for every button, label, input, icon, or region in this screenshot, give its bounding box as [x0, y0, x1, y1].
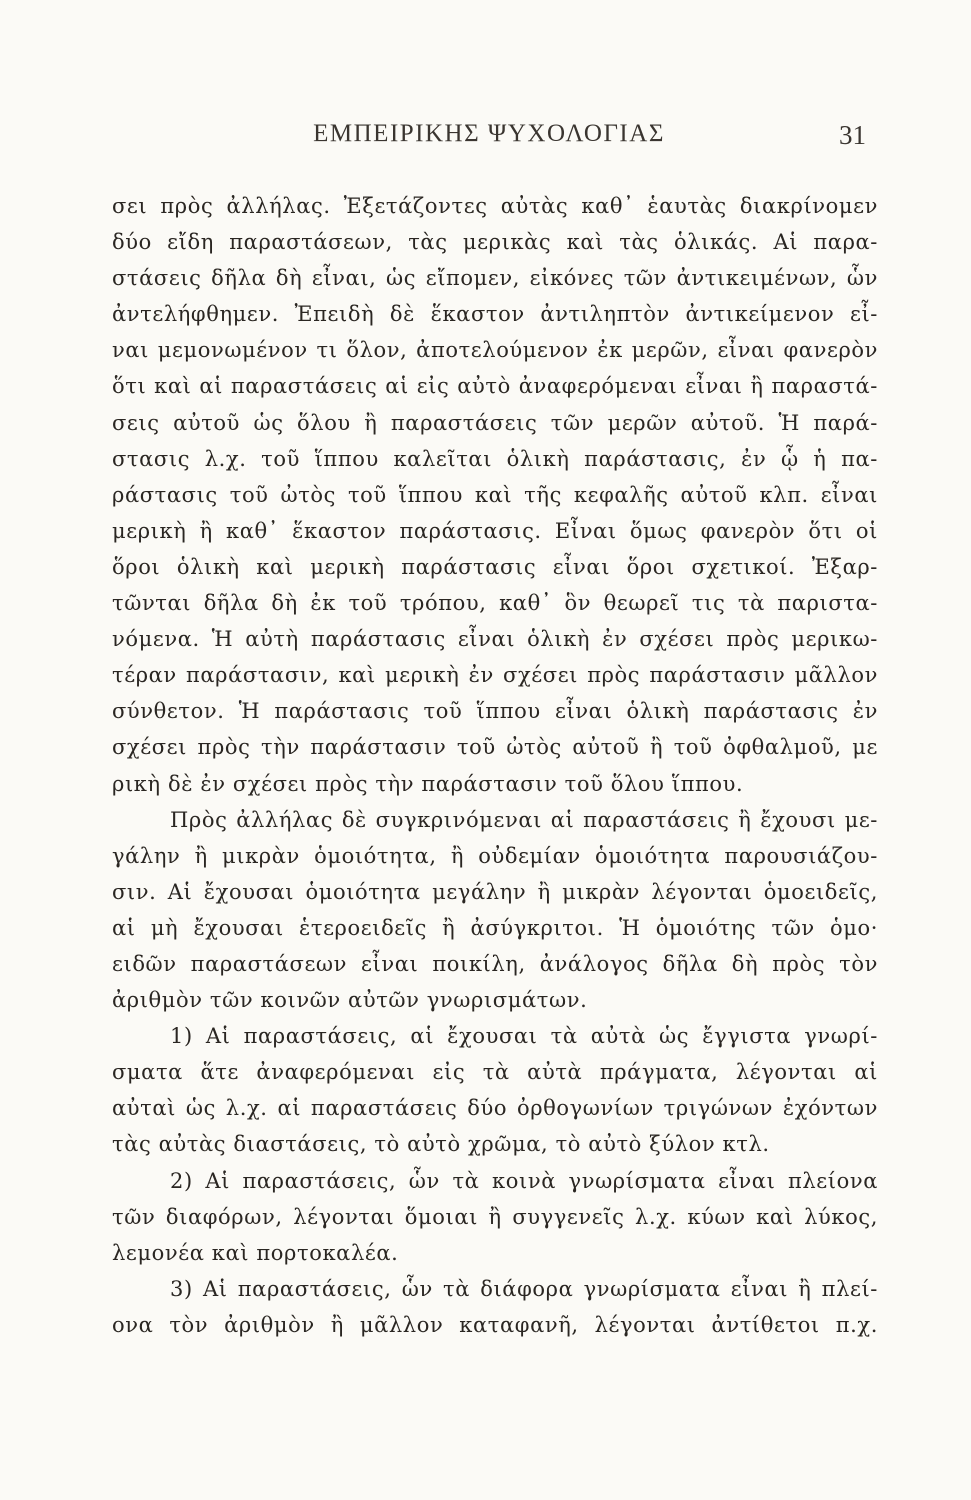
text-line: ρικὴ δὲ ἐν σχέσει πρὸς τὴν παράστασιν τοῦ ὅλου ἵππου. — [112, 771, 744, 796]
text-line: τὰς αὐτὰς διαστάσεις, τὸ αὐτὸ χρῶμα, τὸ αὐτὸ ξύλον κτλ. — [112, 1132, 770, 1157]
text-line: ναι μεμονωμένον τι ὅλον, ἀποτελούμενον ἐκ μερῶν, εἶναι φανερὸν — [112, 338, 878, 363]
text-line: γάλην ἢ μικρὰν ὁμοιότητα, ἢ οὐδεμίαν ὁμοιότητα παρουσιάζου- — [112, 843, 878, 868]
text-line: σύνθετον. Ἡ παράστασις τοῦ ἵππου εἶναι ὁλικὴ παράστασις ἐν — [112, 699, 878, 724]
text-line: στασις λ.χ. τοῦ ἵππου καλεῖται ὁλικὴ παράστασις, ἐν ᾧ ἡ πα- — [112, 446, 878, 471]
text-line: ονα τὸν ἀριθμὸν ἢ μᾶλλον καταφανῆ, λέγονται ἀντίθετοι π.χ. — [112, 1312, 878, 1337]
page-number: 31 — [839, 120, 866, 150]
text-line: τῶνται δῆλα δὴ ἐκ τοῦ τρόπου, καθ᾿ ὃν θεωρεῖ τις τὰ παριστα- — [112, 591, 878, 616]
text-line: αὐταὶ ὡς λ.χ. αἱ παραστάσεις δύο ὀρθογωνίων τριγώνων ἐχόντων — [112, 1096, 878, 1121]
text-line: σει πρὸς ἀλλήλας. Ἐξετάζοντες αὐτὰς καθ᾿ ἑαυτὰς διακρίνομεν — [112, 194, 878, 218]
text-line: αἱ μὴ ἔχουσαι ἑτεροειδεῖς ἢ ἀσύγκριτοι. Ἡ ὁμοιότης τῶν ὁμο· — [112, 915, 878, 940]
text-line: ὅτι καὶ αἱ παραστάσεις αἱ εἰς αὐτὸ ἀναφερόμεναι εἶναι ἢ παραστά- — [112, 374, 878, 399]
text-line: λεμονέα καὶ πορτοκαλέα. — [112, 1240, 399, 1265]
text-line: μερικὴ ἢ καθ᾿ ἕκαστον παράστασις. Εἶναι ὅμως φανερὸν ὅτι οἱ — [112, 518, 878, 543]
text-line: Πρὸς ἀλλήλας δὲ συγκρινόμεναι αἱ παραστάσεις ἢ ἔχουσι με- — [170, 807, 878, 832]
text-line: τέραν παράστασιν, καὶ μερικὴ ἐν σχέσει πρὸς παράστασιν μᾶλλον — [112, 663, 878, 688]
text-line: ἀντελήφθημεν. Ἐπειδὴ δὲ ἕκαστον ἀντιληπτὸν ἀντικείμενον εἶ- — [112, 302, 878, 327]
text-line: στάσεις δῆλα δὴ εἶναι, ὡς εἴπομεν, εἰκόνες τῶν ἀντικειμένων, ὧν — [112, 266, 878, 291]
running-head-title: ΕΜΠΕΙΡΙΚΗΣ ΨΥΧΟΛΟΓΙΑΣ — [313, 120, 665, 147]
text-line: σιν. Αἱ ἔχουσαι ὁμοιότητα μεγάλην ἢ μικρὰν λέγονται ὁμοειδεῖς, — [112, 879, 878, 904]
text-line: δύο εἴδη παραστάσεων, τὰς μερικὰς καὶ τὰς ὁλικάς. Αἱ παρα- — [112, 230, 878, 255]
text-line: τῶν διαφόρων, λέγονται ὅμοιαι ἢ συγγενεῖς λ.χ. κύων καὶ λύκος, — [112, 1204, 878, 1229]
text-line: 1) Αἱ παραστάσεις, αἱ ἔχουσαι τὰ αὐτὰ ὡς ἔγγιστα γνωρί- — [170, 1024, 878, 1049]
text-line: ὅροι ὁλικὴ καὶ μερικὴ παράστασις εἶναι ὅροι σχετικοί. Ἐξαρ- — [112, 554, 878, 579]
text-line: νόμενα. Ἡ αὐτὴ παράστασις εἶναι ὁλικὴ ἐν σχέσει πρὸς μερικω- — [112, 627, 878, 652]
body-text — [112, 188, 878, 1343]
text-line: 2) Αἱ παραστάσεις, ὧν τὰ κοινὰ γνωρίσματα εἶναι πλείονα — [170, 1168, 878, 1193]
text-line: ράστασις τοῦ ὠτὸς τοῦ ἵππου καὶ τῆς κεφαλῆς αὐτοῦ κλπ. εἶναι — [112, 482, 878, 507]
text-line: σεις αὐτοῦ ὡς ὅλου ἢ παραστάσεις τῶν μερῶν αὐτοῦ. Ἡ παρά- — [112, 410, 878, 435]
text-line: ειδῶν παραστάσεων εἶναι ποικίλη, ἀνάλογος δῆλα δὴ πρὸς τὸν — [112, 951, 878, 976]
text-line: σματα ἅτε ἀναφερόμεναι εἰς τὰ αὐτὰ πράγματα, λέγονται αἱ — [112, 1060, 878, 1085]
text-line: σχέσει πρὸς τὴν παράστασιν τοῦ ὠτὸς αὐτοῦ ἢ τοῦ ὀφθαλμοῦ, με — [112, 735, 878, 760]
text-line: ἀριθμὸν τῶν κοινῶν αὐτῶν γνωρισμάτων. — [112, 988, 588, 1013]
running-head — [112, 120, 866, 156]
text-line: 3) Αἱ παραστάσεις, ὧν τὰ διάφορα γνωρίσματα εἶναι ἢ πλεί- — [170, 1276, 878, 1301]
